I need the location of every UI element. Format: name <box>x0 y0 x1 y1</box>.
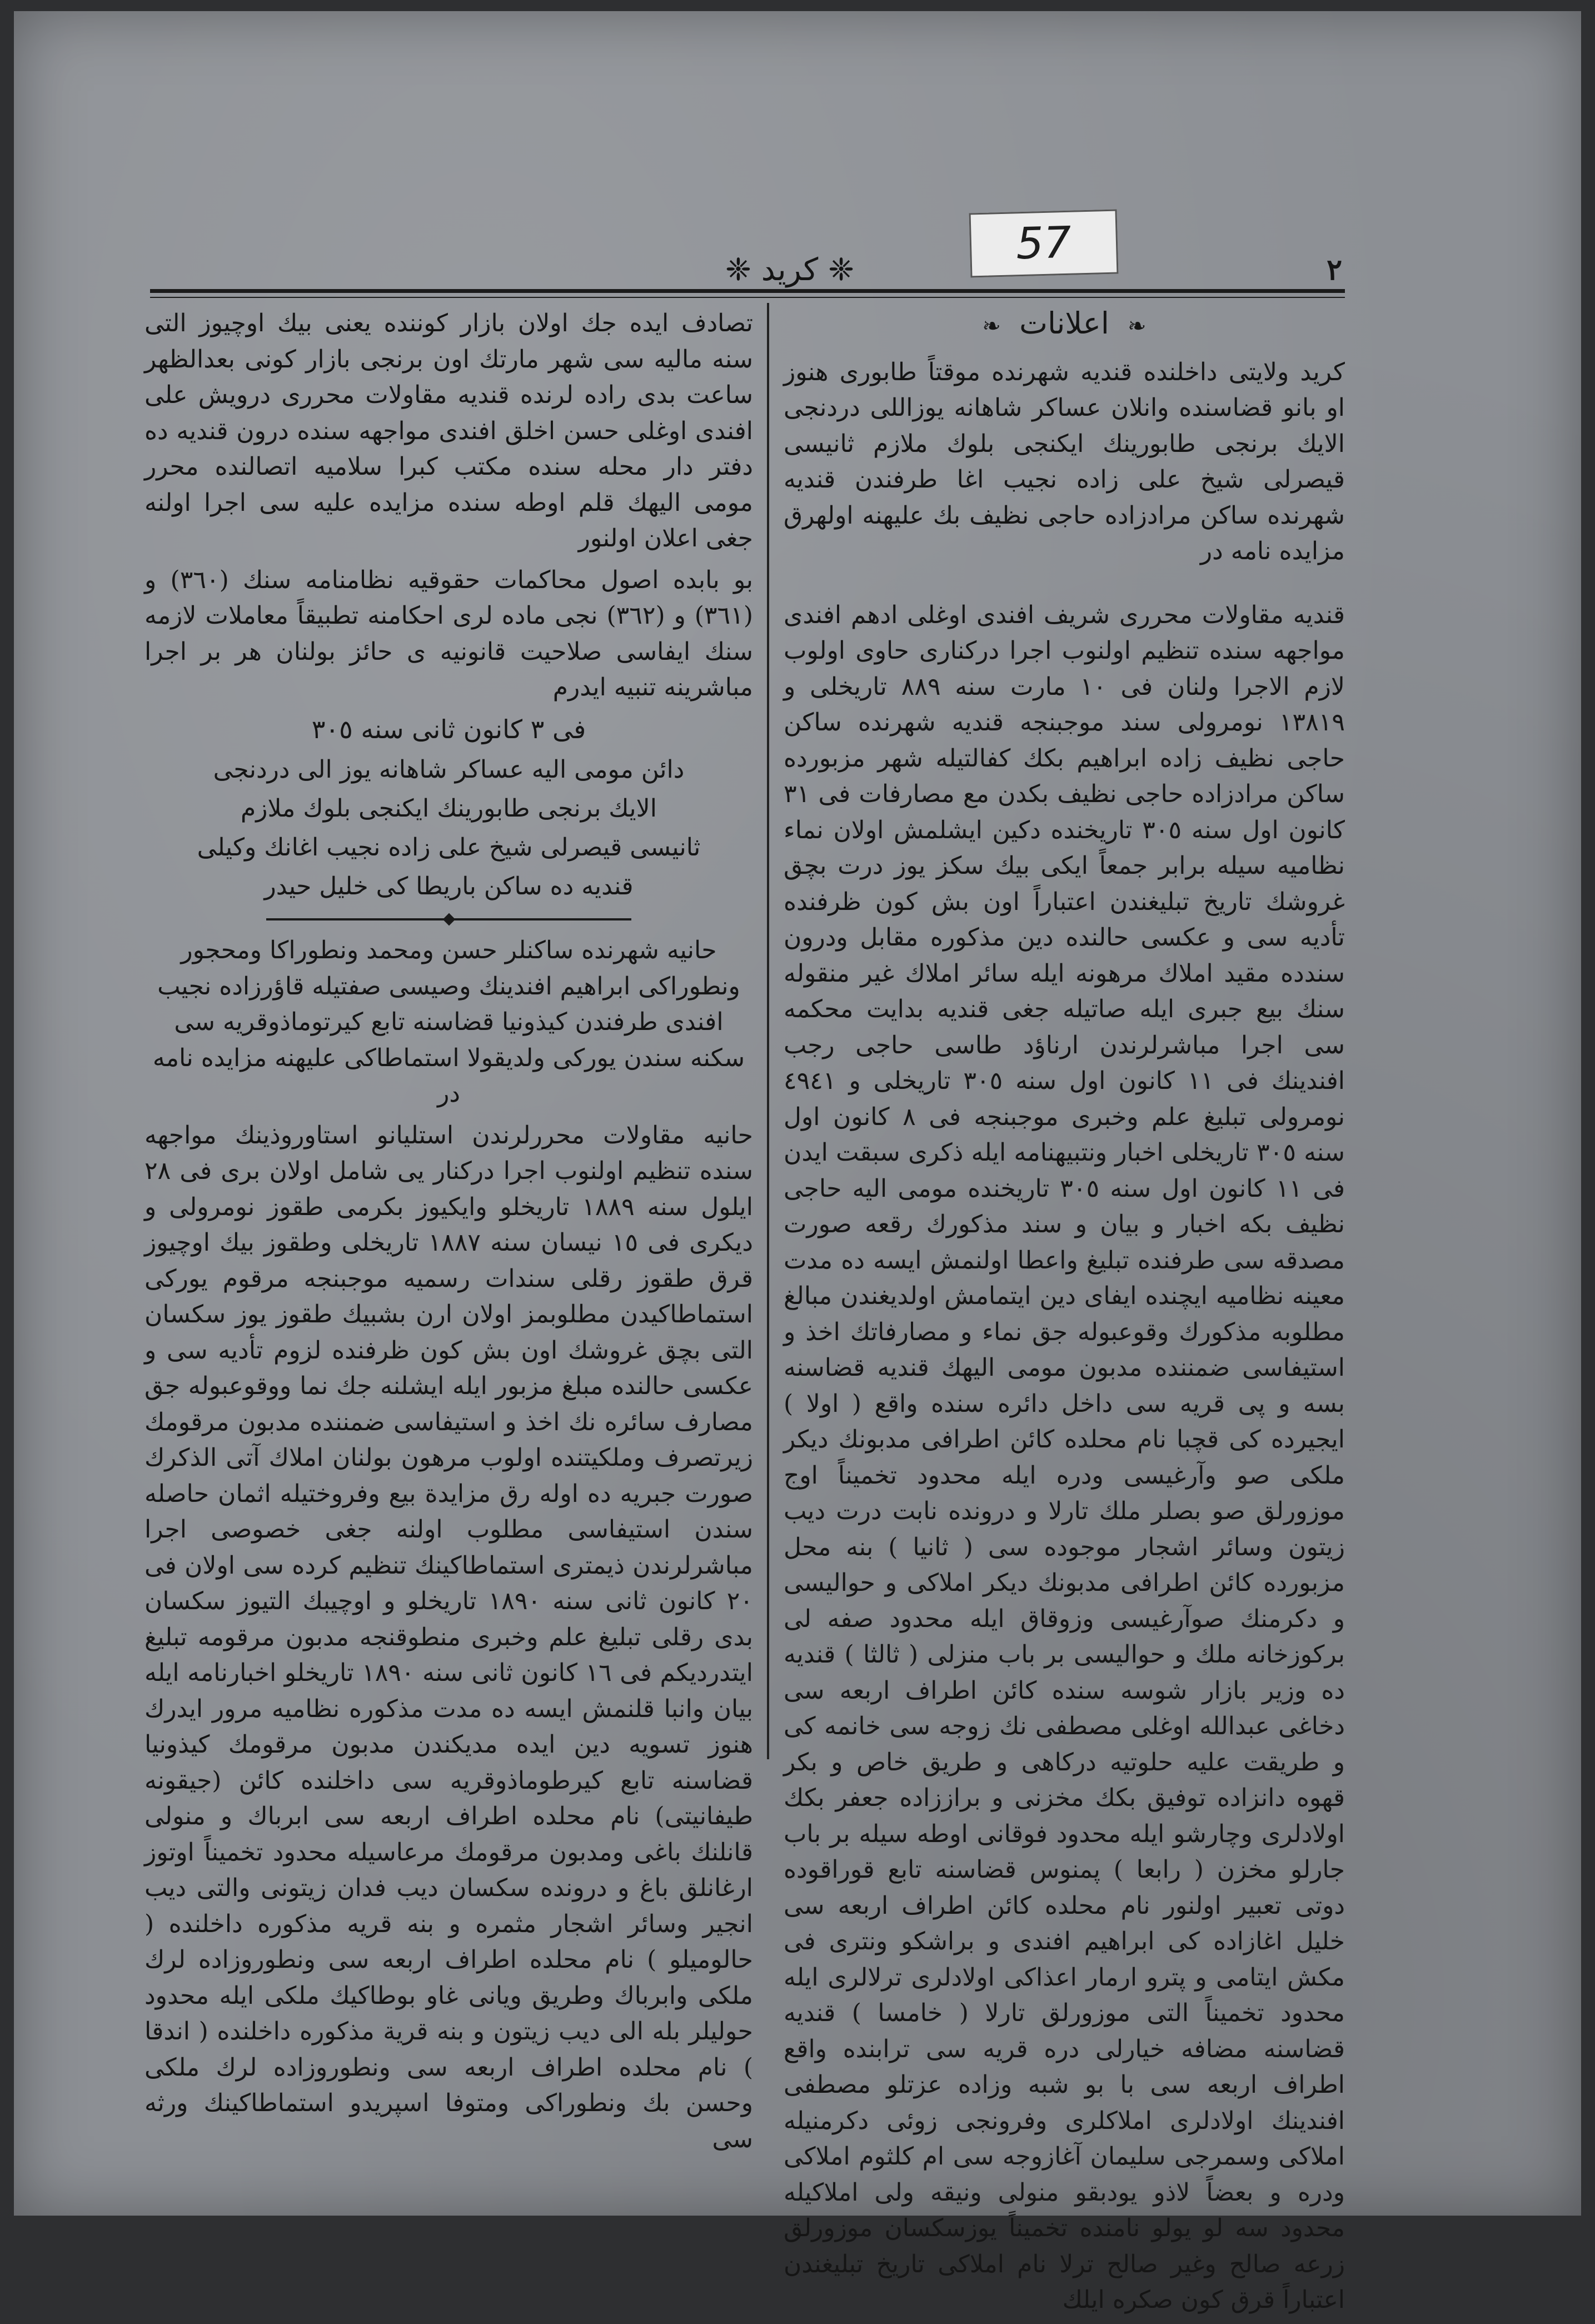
legal-reference: بو بابده اصول محاكمات حقوقيه نظامنامه سنك (٣٦٠) و (٣٦١) و (٣٦٢) نجی ماده لری احكامنه تطبيقاً معاملات لازمه سنك ايفاسی صلاحيت قانونيه ی حائز بولنان هر بر اجرا مباشرينه تنبيه ايدرم <box>144 565 753 701</box>
notice-intro: كريد ولايتی داخلنده قنديه شهرنده موقتاً طابوری هنوز او بانو قضاسنده وانلان عساكر شاهانه يوزاللی دردنجی الايك برنجی طابورينك ايكنجی بلوك ملازم ثانيسی قيصرلی شيخ علی زاده نجيب اغا طرفندن قنديه شهرنده ساكن مرادزاده حاجی نظيف بك عليهنه اولهرق مزايده نامه در <box>784 357 1345 565</box>
second-notice-intro: حانيه شهرنده ساكنلر حسن ومحمد ونطوراكا ومحجور ونطوراكی ابراهيم افندينك وصيسی صفتيله قاؤرزاده نجيب افندی طرفندن كيذونيا قضاسنه تابع كيرتوماذوقريه سی سكنه سندن يوركی ولديقولا استماطاكی عليهنه مزايده نامه در <box>152 936 745 1108</box>
newspaper-page <box>14 11 1581 2314</box>
ornament-icon: ❧ <box>982 313 1001 339</box>
signature-line: الايك برنجی طابورينك ايكنجی بلوك ملازم <box>241 794 657 823</box>
masthead-page-number: ٢ <box>1327 252 1342 287</box>
archive-page-tag: 57 <box>969 210 1119 278</box>
column-divider <box>767 303 769 1759</box>
masthead-rule-thin <box>150 297 1345 298</box>
second-notice-body: حانيه مقاولات محررلرندن استليانو استاوروذينك مواجهه سنده تنظيم اولنوب اجرا دركنار يی شامل اولان بری فی ٢٨ ايلول سنه ١٨٨٩ تاريخلو وايكيوز بكرمی طقوز نومرولی و ديكری فی ١٥ نيسان سنه ١٨٨٧ تاريخلی وطقوز بيك اوچيوز قرق طقوز رقلی سندات رسميه موجبنجه مرقوم يوركی استماطاكيدن مطلوبمز اولان ارن بشبيك طقوز يوز سكسان التی بچق غروشك اون بش كون ظرفنده لزوم تأديه سی و عكسی حالنده مبلغ مزبور ايله ايشلنه جك نما ووقوعبوله جق مصارف سائره نك اخذ و استيفاسی ضمننده مدبون مرقومك زيرتصرف وملكيتنده اولوب مرهون بولنان املاك آتی الذكرك صورت جبريه ده اوله رق مزايدة بيع وفروختيله اثمان حاصله سندن استيفاسی مطلوب اولنه جغی خصوصی اجرا مباشرلرندن ذيمتری استماطاكينك تنظيم كرده سی اولان فی ٢٠ كانون ثانی سنه ١٨٩٠ تاريخلو و اوچيبك التيوز سكسان بدی رقلی تبليغ علم وخبری منطوقنجه مدبون مرقومه تبليغ ايتدرديكم فی ١٦ كانون ثانی سنه ١٨٩٠ تاريخلو اخبارنامه ايله بيان وانبا قلنمش ايسه ده مدت مذكوره نظاميه مرور ايدرك هنوز تسويه دين ايده مديكندن مدبون مرقومك كيذونيا قضاسنه تابع كيرطوماذوقريه سی داخلنده كائن (جيقونه طيفانيتی) نام محلده اطراف اربعه سی ابرباك و منولی قانلنك باغی ومدبون مرقومك مرعاسيله محدود تخميناً اوتوز ارغانلق باغ و درونده سكسان ديب فدان زيتونی والتی ديب انجير وسائر اشجار مثمره و بنه قريه مذكوره داخلنده ( حالوميلو ) نام محلده اطراف اربعه سی ونطوروزاده لرك ملكی وابرباك وطريق ويانی غاو بوطاكيك ملكی ايله محدود حوليلر بله الی ديب زيتون و بنه قرية مذكوره داخلنده ( اندقا ) نام محلده اطراف اربعه سی ونطوروزاده لرك ملكی وحسن بك ونطوراكی ومتوفا اسپريدو استماطاكينك ورثه سی <box>144 1121 753 2153</box>
masthead-rule <box>150 289 1345 293</box>
right-column <box>784 306 1345 2324</box>
notice-continuation: تصادف ايده جك اولان بازار كوننده يعنی بيك اوچيوز التی سنه ماليه سی شهر مارتك اون برنجی بازار كونی بعدالظهر ساعت بدی راده لرنده قنديه مقاولات محرری درويش علی افندی اوغلی حسن اخلق افندی مواجهه سنده درون قنديه ده دفتر دار محله سنده مكتب كبرا سلاميه اتصالنده محرر مومی اليهك قلم اوطه سنده مزايده عليه سی اجرا اولنه جغی اعلان اولنور <box>144 309 753 553</box>
section-separator <box>266 918 631 920</box>
left-column <box>144 306 753 2163</box>
notice-body: قنديه مقاولات محرری شريف افندی اوغلی ادهم افندی مواجهه سنده تنظيم اولنوب اجرا دركناری حاوی اولوب لازم الاجرا ولنان فی ١٠ مارت سنه ٨٨٩ تاريخلی و ١٣٨١٩ نومرولی سند موجبنجه قنديه شهرنده ساكن حاجی نظيف زاده ابراهيم بكك كفالتيله شهر مزبورده ساكن مرادزاده حاجی نظيف بكدن مع مصارفات فی ٣١ كانون اول سنه ٣٠٥ تاريخنده دكين ايشلمش اولان نماء نظاميه سيله برابر جمعاً ايكی بيك سكز يوز درت بچق غروشك تاريخ تبليغندن اعتباراً اون بش كون ظرفنده تأديه سی و عكسی حالنده دين مذكوره مقابل ودرون سندده مقيد املاك مرهونه ايله سائر املاك غير منقوله سنك بيع جبری ايله صاتيله جغی قنديه بدايت محكمه سی اجرا مباشرلرندن ارناؤد طاسی حاجی رجب افندينك فی ١١ كانون اول سنه ٣٠٥ تاريخلی و ٤٩٤١ نومرولی تبليغ علم وخبری موجبنجه فی ٨ كانون اول سنه ٣٠٥ تاريخلی اخبار ونتبيهنامه ايله ذكری سبقت ايدن فی ١١ كانون اول سنه ٣٠٥ تاريخنده مومی اليه حاجی نظيف بكه اخبار و بيان و سند مذكورك رقعه صورت مصدقه سی طرفنده تبليغ واعطا اولنمش ايسه ده مدت معينه نظاميه ايچنده ايفای دين ايتمامش اولديغندن مبالغ مطلوبه مذكورك وقوعبوله جق نماء و مصارفاتك اخذ و استيفاسی ضمننده مدبون مومی اليهك قنديه قضاسنه بسه و پی قريه سی داخل دائره سنده واقع ( اولا ) ايجيرده كی قچبا نام محلده كائن اطرافی مدبونك ديكر ملكی صو وآرغيسی ودره ايله محدود تخميناً اوج موزورلق صو بصلر ملك تارلا و درونده نابت درت ديب زيتون وسائر اشجار موجوده سی ( ثانيا ) بنه محل مزبورده كائن اطرافی مدبونك ديكر املاكی و حواليسی و دكرمنك صوآرغيسی وزوقاق ايله محدود صفه لی بركوزخانه ملك و حواليسی بر باب منزلی ( ثالثا ) قنديه ده وزير بازار شوسه سنده كائن اطراف اربعه سی دخاغی عبدالله اوغلی مصطفی نك زوجه سی خانمه كی و طريقت عليه حلوتيه دركاهی و طريق خاص و بكر قهوه دانزاده توفيق بكك مخزنی و براززاده جعفر بكك اولادلری وچارشو ايله محدود فوقانی اوطه سيله بر باب جارلو مخزن ( رابعا ) پمنوس قضاسنه تابع قوراقوده دوتی تعبير اولنور نام محلده كائن اطراف اربعه سی خليل اغازاده كی ابراهيم افندی و براشكو ونتری فی مكش ايتامی و پترو ارمار اعذاكی اولادلری ترلالری ايله محدود تخميناً التی موزورلق تارلا ( خامسا ) قنديه قضاسنه مضافه خيارلی دره قريه سی ترابنده واقع اطراف اربعه سی با بو شبه وزاده عزتلو مصطفی افندينك اولادلری املاكلری وفرونجی زوئی دكرمنيله املاكی وسمرجی سليمان آغازوجه سی ام كلثوم املاكی ودره و بعضاً لاذو يودبقو منولی ونيقه ولی املاكيله محدود سه لو يولو نامنده تخميناً يوزسكسان موزورلق زرعه صالح وغير صالح ترلا نام املاكی تاريخ تبليغندن اعتباراً قرق كون صكره ايلك <box>784 600 1345 2314</box>
announcements-heading <box>784 306 1345 345</box>
announcements-title: اعلانات <box>1019 306 1109 341</box>
notice-date: فی ٣ كانون ثانی سنه ٣٠٥ <box>311 714 586 744</box>
ornament-icon: ❧ <box>1128 313 1147 339</box>
signature-line: ثانيسی قيصرلی شيخ علی زاده نجيب اغانك وكيلی <box>197 833 701 862</box>
signature-line: قنديه ده ساكن باريطا كی خليل حيدر <box>264 872 634 900</box>
masthead <box>142 250 1342 289</box>
masthead-title: ❈ كريد ❈ <box>725 251 855 288</box>
signature-line: دائن مومی اليه عساكر شاهانه يوز الی دردنجی <box>213 755 685 784</box>
